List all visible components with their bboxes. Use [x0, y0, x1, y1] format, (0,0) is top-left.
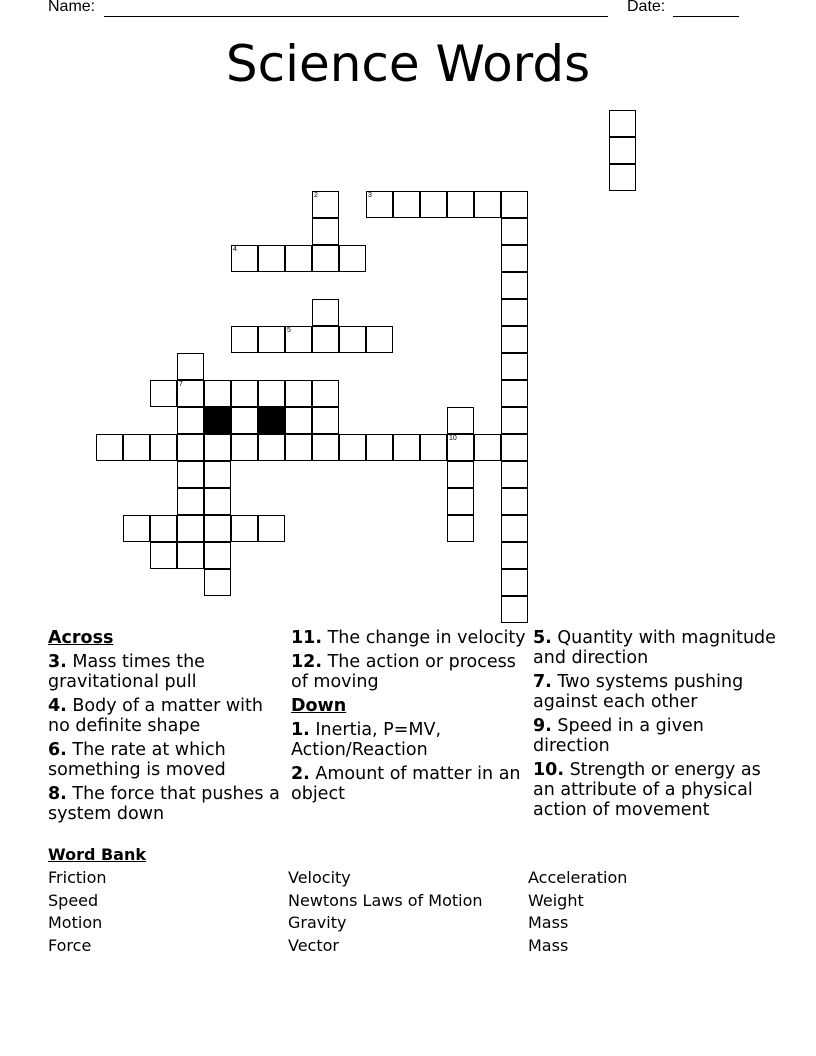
crossword-cell[interactable] — [366, 434, 393, 461]
clue-across-8: 8. The force that pushes a system down — [48, 784, 280, 824]
name-label: Name: — [48, 0, 96, 15]
crossword-black-cell — [204, 407, 231, 434]
crossword-cell[interactable] — [501, 515, 528, 542]
crossword-cell[interactable] — [312, 218, 339, 245]
clue-number: 4 — [233, 246, 237, 253]
word-bank-item: Force — [48, 936, 92, 956]
crossword-cell[interactable] — [123, 434, 150, 461]
word-bank-item: Mass — [528, 913, 569, 933]
crossword-cell[interactable] — [609, 137, 636, 164]
crossword-cell[interactable] — [501, 299, 528, 326]
crossword-cell[interactable] — [312, 191, 339, 218]
clue-across-3: 3. Mass times the gravitational pull — [48, 652, 205, 692]
crossword-cell[interactable] — [231, 245, 258, 272]
word-bank-item: Gravity — [288, 913, 347, 933]
clues-column-2 — [291, 628, 531, 808]
clues-column-1 — [48, 628, 288, 828]
crossword-cell[interactable] — [177, 461, 204, 488]
clue-down-1: 1. Inertia, P=MV, Action/Reaction — [291, 720, 442, 760]
clue-across-12: 12. The action or process of moving — [291, 652, 516, 692]
crossword-cell[interactable] — [501, 272, 528, 299]
crossword-cell[interactable] — [420, 191, 447, 218]
crossword-cell[interactable] — [258, 245, 285, 272]
crossword-cell[interactable] — [609, 164, 636, 191]
clue-down-7: 7. Two systems pushing against each other — [533, 672, 744, 712]
word-bank-item: Friction — [48, 868, 107, 887]
crossword-cell[interactable] — [285, 326, 312, 353]
crossword-cell[interactable] — [339, 434, 366, 461]
crossword-cell[interactable] — [312, 299, 339, 326]
crossword-cell[interactable] — [312, 326, 339, 353]
clue-number: 3 — [368, 192, 372, 199]
crossword-cell[interactable] — [96, 434, 123, 461]
crossword-cell[interactable] — [501, 245, 528, 272]
crossword-cell[interactable] — [501, 353, 528, 380]
crossword-cell[interactable] — [231, 434, 258, 461]
word-bank-column-1 — [48, 867, 107, 958]
down-heading: Down — [291, 696, 347, 716]
word-bank-item: Motion — [48, 913, 103, 933]
crossword-cell[interactable] — [285, 407, 312, 434]
clue-number: 10 — [449, 435, 457, 442]
crossword-cell[interactable] — [150, 515, 177, 542]
clues-column-3 — [533, 628, 783, 824]
crossword-cell[interactable] — [231, 380, 258, 407]
crossword-cell[interactable] — [447, 461, 474, 488]
crossword-cell[interactable] — [501, 542, 528, 569]
crossword-cell[interactable] — [339, 326, 366, 353]
crossword-cell[interactable] — [177, 515, 204, 542]
across-heading: Across — [48, 628, 114, 648]
crossword-cell[interactable] — [501, 218, 528, 245]
crossword-cell[interactable] — [123, 515, 150, 542]
crossword-cell[interactable] — [177, 407, 204, 434]
clue-number: 2 — [314, 192, 318, 199]
crossword-cell[interactable] — [258, 434, 285, 461]
crossword-cell[interactable] — [312, 434, 339, 461]
crossword-cell[interactable] — [501, 461, 528, 488]
crossword-cell[interactable] — [447, 434, 474, 461]
clue-across-4: 4. Body of a matter with no definite shape — [48, 696, 263, 736]
crossword-cell[interactable] — [501, 569, 528, 596]
word-bank-item: Acceleration — [528, 868, 628, 887]
crossword-cell[interactable] — [204, 461, 231, 488]
crossword-cell[interactable] — [447, 515, 474, 542]
word-bank-item: Weight — [528, 890, 584, 910]
crossword-cell[interactable] — [204, 515, 231, 542]
crossword-cell[interactable] — [177, 380, 204, 407]
crossword-cell[interactable] — [366, 326, 393, 353]
crossword-cell[interactable] — [150, 542, 177, 569]
crossword-cell[interactable] — [204, 380, 231, 407]
word-bank-title: Word Bank — [48, 845, 147, 864]
crossword-cell[interactable] — [393, 191, 420, 218]
crossword-cell[interactable] — [501, 380, 528, 407]
crossword-cell[interactable] — [312, 380, 339, 407]
crossword-cell[interactable] — [285, 380, 312, 407]
word-bank-item: Vector — [288, 936, 339, 956]
crossword-cell[interactable] — [501, 488, 528, 515]
crossword-cell[interactable] — [474, 434, 501, 461]
crossword-cell[interactable] — [258, 515, 285, 542]
crossword-cell[interactable] — [447, 488, 474, 515]
crossword-cell[interactable] — [312, 245, 339, 272]
crossword-cell[interactable] — [501, 407, 528, 434]
clue-across-6: 6. The rate at which something is moved — [48, 740, 226, 780]
word-bank-item: Mass — [528, 936, 569, 956]
crossword-cell[interactable] — [258, 326, 285, 353]
crossword-black-cell — [258, 407, 285, 434]
crossword-cell[interactable] — [231, 326, 258, 353]
clue-down-5: 5. Quantity with magnitude and direction — [533, 628, 776, 668]
word-bank-column-2 — [288, 867, 483, 958]
crossword-cell[interactable] — [501, 326, 528, 353]
crossword-cell[interactable] — [447, 407, 474, 434]
crossword-cell[interactable] — [204, 569, 231, 596]
clue-down-10: 10. Strength or energy as an attribute of a physical action of movement — [533, 760, 761, 820]
crossword-cell[interactable] — [231, 515, 258, 542]
crossword-cell[interactable] — [204, 434, 231, 461]
clue-number: 7 — [179, 381, 183, 388]
word-bank-item: Newtons Laws of Motion — [288, 890, 483, 910]
crossword-cell[interactable] — [285, 245, 312, 272]
clue-across-11: 11. The change in velocity — [291, 628, 526, 648]
date-label: Date: — [627, 0, 666, 15]
crossword-cell[interactable] — [474, 191, 501, 218]
crossword-cell[interactable] — [501, 596, 528, 623]
crossword-cell[interactable] — [231, 407, 258, 434]
word-bank-column-3 — [528, 867, 627, 958]
clue-number: 5 — [287, 327, 291, 334]
crossword-cell[interactable] — [150, 434, 177, 461]
crossword-cell[interactable] — [177, 488, 204, 515]
clue-down-2: 2. Amount of matter in an object — [291, 764, 521, 804]
crossword-cell[interactable] — [501, 191, 528, 218]
crossword-cell[interactable] — [177, 353, 204, 380]
crossword-cell[interactable] — [339, 245, 366, 272]
crossword-cell[interactable] — [393, 434, 420, 461]
crossword-cell[interactable] — [501, 434, 528, 461]
crossword-cell[interactable] — [447, 191, 474, 218]
clue-down-9: 9. Speed in a given direction — [533, 716, 704, 756]
crossword-cell[interactable] — [609, 110, 636, 137]
crossword-cell[interactable] — [285, 434, 312, 461]
crossword-cell[interactable] — [366, 191, 393, 218]
crossword-cell[interactable] — [312, 407, 339, 434]
word-bank-item: Speed — [48, 890, 99, 910]
word-bank-item: Velocity — [288, 868, 351, 887]
crossword-cell[interactable] — [150, 380, 177, 407]
page-title: Science Words — [225, 35, 591, 93]
crossword-cell[interactable] — [420, 434, 447, 461]
crossword-cell[interactable] — [177, 434, 204, 461]
crossword-cell[interactable] — [177, 542, 204, 569]
crossword-cell[interactable] — [204, 488, 231, 515]
crossword-cell[interactable] — [258, 380, 285, 407]
crossword-cell[interactable] — [204, 542, 231, 569]
